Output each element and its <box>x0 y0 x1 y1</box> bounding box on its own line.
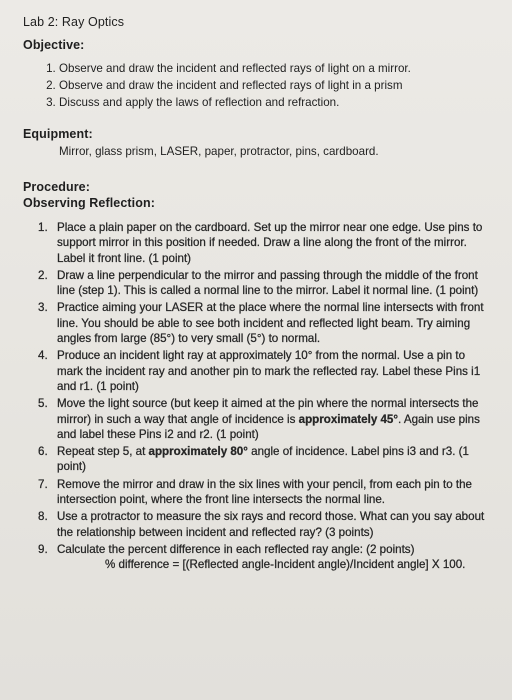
step-text: Draw a line perpendicular to the mirror and passing through the middle of the front line (step 1). This is called a normal line to the mirror. Label it normal line. (1 point) <box>57 268 479 298</box>
equipment-section <box>23 127 494 160</box>
step-text: Repeat step 5, at <box>57 445 149 459</box>
step-text: Place a plain paper on the cardboard. Set up the mirror near one edge. Use pins to support mirror in this position if needed. Draw a line along the front of the mirror. Label it front line. (1 point) <box>57 221 483 265</box>
step-emphasis: approximately 45° <box>298 412 399 426</box>
equipment-text: Mirror, glass prism, LASER, paper, protractor, pins, cardboard. <box>59 145 379 158</box>
objective-item: 3. Discuss and apply the laws of reflection and refraction. <box>59 94 494 111</box>
procedure-step <box>57 268 494 299</box>
step-text: Calculate the percent difference in each reflected ray angle: (2 points) <box>57 542 415 556</box>
step-text: Produce an incident light ray at approximately 10° from the normal. Use a pin to mark the incident ray and another pin to mark the reflected ray. Label these Pins i1 and r1. (1 point) <box>57 349 481 393</box>
procedure-step <box>57 220 494 266</box>
objective-section <box>23 38 494 111</box>
procedure-step <box>57 542 494 573</box>
procedure-step <box>57 348 494 394</box>
step-text: angle of incidence. Label pins i3 and r3. (1 point) <box>57 445 469 474</box>
procedure-section <box>23 180 494 573</box>
objective-item: 2. Observe and draw the incident and reflected rays of light in a prism <box>59 77 494 94</box>
step-text: Use a protractor to measure the six rays and record those. What can you say about the relationship between incident and reflected ray? (3 points) <box>57 510 485 539</box>
step-text: Practice aiming your LASER at the place where the normal line intersects with front line. You should be able to see both incident and reflected light beam. Try aiming angles from large (85°) to very small (5°) to normal. <box>57 301 484 346</box>
procedure-list <box>23 220 494 573</box>
procedure-subheading: Observing Reflection: <box>23 196 155 210</box>
procedure-step <box>57 509 494 540</box>
procedure-step <box>57 396 494 442</box>
objective-list <box>23 60 494 111</box>
procedure-step <box>57 477 494 508</box>
equipment-heading: Equipment: <box>23 127 93 141</box>
procedure-heading: Procedure: <box>23 180 90 194</box>
step-text: Remove the mirror and draw in the six lines with your pencil, from each pin to the intersection point, where the front line intersects the normal line. <box>57 477 472 507</box>
procedure-step <box>57 300 494 346</box>
percent-difference-formula: % difference = [(Reflected angle-Incident angle)/Incident angle] X 100. <box>105 558 466 572</box>
objective-item: 1. Observe and draw the incident and reflected rays of light on a mirror. <box>59 60 494 77</box>
lab-title: Lab 2: Ray Optics <box>23 15 125 29</box>
procedure-step <box>57 444 494 475</box>
objective-heading: Objective: <box>23 38 85 52</box>
step-text: . Again use pins and label these Pins i2 and r2. (1 point) <box>57 412 480 441</box>
step-text: Move the light source (but keep it aimed at the pin where the normal intersects the mirror) in such a way that angle of incidence is <box>57 397 479 426</box>
step-emphasis: approximately 80° <box>148 445 248 459</box>
